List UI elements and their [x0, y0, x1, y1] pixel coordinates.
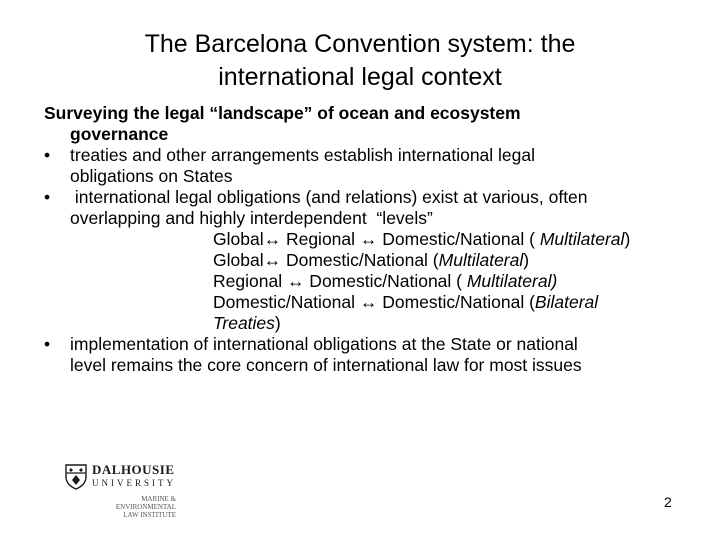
heading-line-2: governance — [70, 124, 169, 144]
logo-main-text: DALHOUSIE — [92, 462, 175, 477]
logo-institute-line-2: ENVIRONMENTAL — [115, 503, 176, 511]
logo-sub-text: UNIVERSITY — [92, 478, 176, 488]
level-2-text: Global↔ Domestic/National ( — [213, 250, 439, 270]
level-4-text: Domestic/National ↔ Domestic/National ( — [213, 292, 535, 312]
bullet-mark: • — [44, 145, 51, 165]
title-line-2: international legal context — [218, 63, 502, 91]
level-line-4 — [70, 292, 694, 313]
title-line-1: The Barcelona Convention system: the — [144, 30, 576, 58]
bullet-3-line-1: implementation of international obligations at the State or national — [70, 334, 578, 354]
slide-title — [60, 28, 660, 94]
level-line-4-wrap — [70, 313, 694, 334]
level-4-wrap-italic: Treaties — [213, 313, 275, 333]
level-1-close: ) — [624, 229, 631, 249]
level-4-wrap-close: ) — [274, 313, 281, 333]
bullet-3-line-2: level remains the core concern of international law for most issues — [70, 355, 582, 375]
level-1-italic: Multilateral — [539, 229, 625, 249]
level-line-3 — [70, 271, 694, 292]
slide-body — [44, 103, 694, 376]
bullet-mark: • — [44, 187, 51, 207]
bullet-1-line-2: obligations on States — [70, 166, 233, 186]
logo-institute-line-3: LAW INSTITUTE — [123, 511, 176, 519]
bullet-item-1 — [44, 145, 694, 187]
level-4-italic: Bilateral — [534, 292, 599, 312]
level-1-text: Global↔ Regional ↔ Domestic/National ( — [213, 229, 540, 249]
logo-institute-line-1: MARINE & — [141, 495, 176, 503]
heading-line-1: Surveying the legal “landscape” of ocean and ecosystem — [44, 103, 521, 123]
level-3-text: Regional ↔ Domestic/National ( — [213, 271, 467, 291]
level-line-2 — [70, 250, 694, 271]
page-number: 2 — [664, 494, 672, 510]
bullet-item-3 — [44, 334, 694, 376]
logo-institute-text — [92, 495, 176, 519]
level-line-1 — [70, 229, 694, 250]
bullet-item-2 — [44, 187, 694, 334]
bullet-2-line-2: overlapping and highly interdependent “levels” — [70, 208, 433, 228]
level-3-italic: Multilateral) — [466, 271, 558, 291]
bullet-2-line-1: international legal obligations (and relations) exist at various, often — [70, 187, 588, 207]
level-2-close: ) — [523, 250, 530, 270]
crest-icon — [65, 464, 87, 490]
level-2-italic: Multilateral — [438, 250, 524, 270]
bullet-mark: • — [44, 334, 51, 354]
bullet-1-line-1: treaties and other arrangements establish international legal — [70, 145, 536, 165]
dalhousie-logo — [62, 460, 192, 522]
